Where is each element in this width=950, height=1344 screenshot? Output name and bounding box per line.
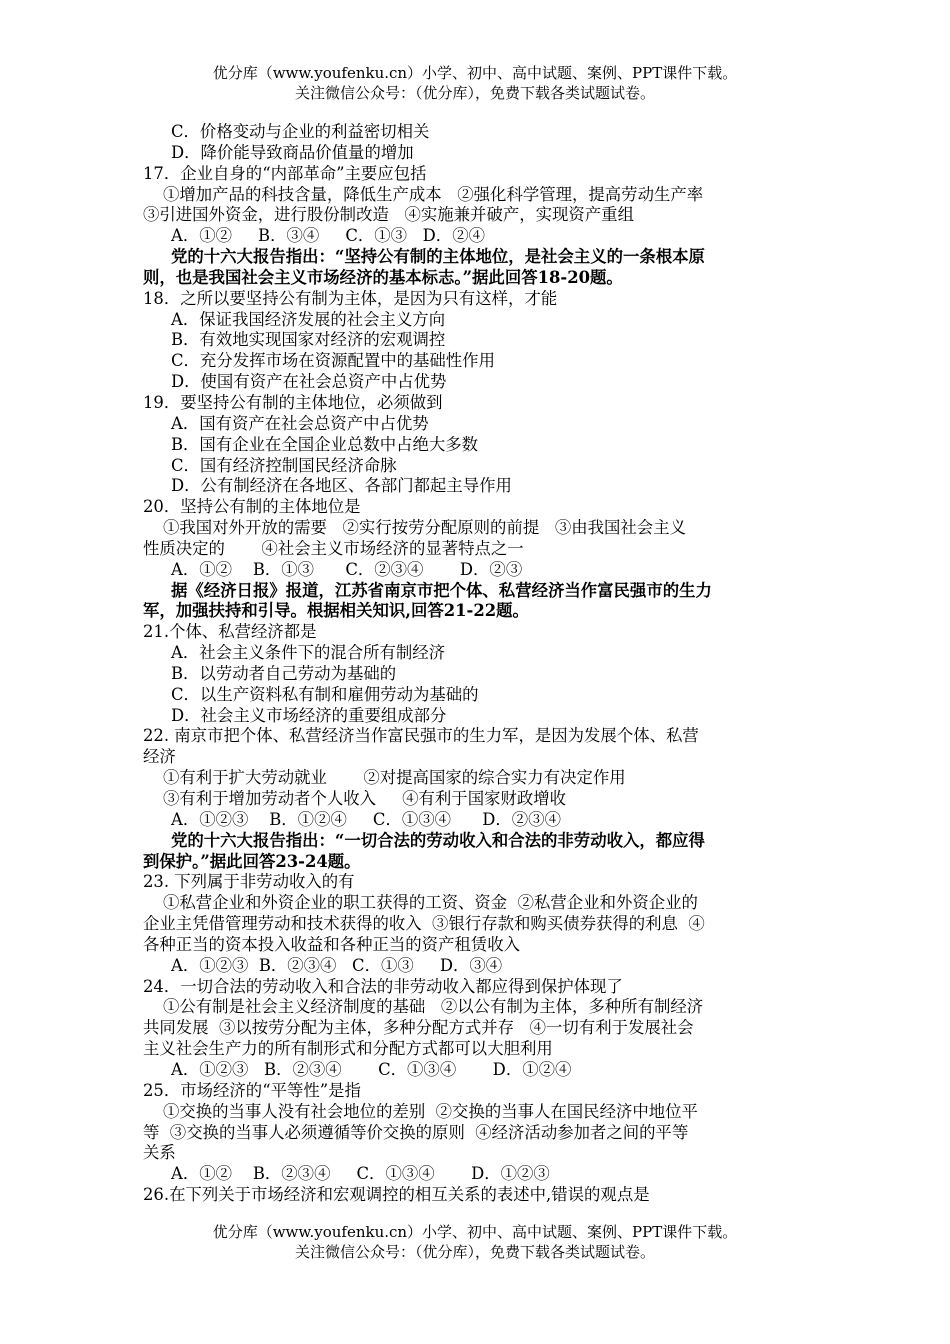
- question-24: 24．一切合法的劳动收入和合法的非劳动收入都应得到保护体现了: [143, 976, 623, 996]
- page-header: [0, 63, 950, 103]
- question-21: 21.个体、私营经济都是: [143, 622, 317, 642]
- passage-21-22-line-2: 军，加强扶持和引导。根据相关知识,回答21-22题。: [143, 601, 529, 621]
- question-17-item-line-1: ①增加产品的科技含量，降低生产成本 ②强化科学管理，提高劳动生产率: [163, 184, 704, 204]
- question-19-option-b: B．国有企业在全国企业总数中占绝大多数: [171, 434, 479, 454]
- question-18: 18．之所以要坚持公有制为主体，是因为只有这样，才能: [143, 288, 558, 308]
- passage-21-22-line-1: 据《经济日报》报道，江苏省南京市把个体、私营经济当作富民强市的生力: [171, 580, 712, 600]
- question-22-choices: A．①②③ B．①②④ C．①③④ D．②③④: [171, 809, 561, 829]
- exam-content: [143, 122, 823, 1206]
- option-17-prev-d: D．降价能导致商品价值量的增加: [171, 142, 414, 162]
- question-20-item-line-2: 性质决定的 ④社会主义市场经济的显著特点之一: [143, 538, 524, 558]
- passage-23-24-line-1: 党的十六大报告指出：“一切合法的劳动收入和合法的非劳动收入，都应得: [171, 830, 705, 850]
- question-19-option-c: C．国有经济控制国民经济命脉: [171, 455, 397, 475]
- question-18-option-b: B．有效地实现国家对经济的宏观调控: [171, 330, 446, 350]
- passage-18-20-line-2: 则，也是我国社会主义市场经济的基本标志。”据此回答18-20题。: [143, 267, 623, 287]
- question-22-line-1: 22. 南京市把个体、私营经济当作富民强市的生力军，是因为发展个体、私营: [143, 726, 699, 746]
- question-24-item-line-2: 共同发展 ③以按劳分配为主体，多种分配方式并存 ④一切有利于发展社会: [143, 1018, 694, 1038]
- question-24-item-line-3: 主义社会生产力的所有制形式和分配方式都可以大胆利用: [143, 1039, 553, 1059]
- question-20: 20．坚持公有制的主体地位是: [143, 497, 361, 517]
- question-25-choices: A．①② B．②③④ C．①③④ D．①②③: [171, 1164, 550, 1184]
- question-22-item-line-1: ①有利于扩大劳动就业 ②对提高国家的综合实力有决定作用: [163, 768, 626, 788]
- question-21-option-a: A．社会主义条件下的混合所有制经济: [171, 643, 446, 663]
- question-18-option-a: A．保证我国经济发展的社会主义方向: [171, 309, 446, 329]
- footer-line-1: 优分库（www.youfenku.cn）小学、初中、高中试题、案例、PPT课件下载。: [212, 1223, 738, 1241]
- question-25-item-line-3: 关系: [143, 1143, 176, 1163]
- question-21-option-b: B．以劳动者自己劳动为基础的: [171, 663, 397, 683]
- question-20-choices: A．①② B．①③ C．②③④ D．②③: [171, 559, 523, 579]
- question-19-option-d: D．公有制经济在各地区、各部门都起主导作用: [171, 476, 512, 496]
- question-17-item-line-2: ③引进国外资金，进行股份制改造 ④实施兼并破产，实现资产重组: [143, 205, 634, 225]
- question-25-item-line-2: 等 ③交换的当事人必须遵循等价交换的原则 ④经济活动参加者之间的平等: [143, 1122, 689, 1142]
- question-19-option-a: A．国有资产在社会总资产中占优势: [171, 413, 429, 433]
- header-line-2: 关注微信公众号：（优分库），免费下载各类试题试卷。: [294, 84, 655, 102]
- option-17-prev-c: C．价格变动与企业的利益密切相关: [171, 122, 430, 141]
- question-18-option-c: C．充分发挥市场在资源配置中的基础性作用: [171, 351, 495, 371]
- question-19: 19．要坚持公有制的主体地位，必须做到: [143, 392, 443, 412]
- question-26: 26.在下列关于市场经济和宏观调控的相互关系的表述中,错误的观点是: [143, 1185, 650, 1205]
- passage-23-24-line-2: 到保护。”据此回答23-24题。: [143, 851, 361, 871]
- passage-18-20-line-1: 党的十六大报告指出：“坚持公有制的主体地位，是社会主义的一条根本原: [171, 247, 705, 267]
- question-24-choices: A．①②③ B．②③④ C．①③④ D．①②④: [171, 1059, 572, 1079]
- question-17: 17．企业自身的“内部革命”主要应包括: [143, 163, 427, 183]
- question-23-item-line-3: 各种正当的资本投入收益和各种正当的资产租赁收入: [143, 934, 520, 954]
- question-23-item-line-1: ①私营企业和外资企业的职工获得的工资、资金 ②私营企业和外资企业的: [163, 893, 698, 913]
- question-25: 25．市场经济的“平等性”是指: [143, 1080, 361, 1100]
- footer-line-2: 关注微信公众号：（优分库），免费下载各类试题试卷。: [294, 1243, 655, 1261]
- question-23: 23. 下列属于非劳动收入的有: [143, 872, 355, 892]
- question-21-option-d: D．社会主义市场经济的重要组成部分: [171, 705, 447, 725]
- question-18-option-d: D．使国有资产在社会总资产中占优势: [171, 372, 447, 392]
- question-21-option-c: C．以生产资料私有制和雇佣劳动为基础的: [171, 684, 479, 704]
- question-23-choices: A．①②③ B．②③④ C．①③ D．③④: [171, 955, 503, 975]
- question-23-item-line-2: 企业主凭借管理劳动和技术获得的收入 ③银行存款和购买债券获得的利息 ④: [143, 914, 705, 934]
- question-24-item-line-1: ①公有制是社会主义经济制度的基础 ②以公有制为主体，多种所有制经济: [163, 997, 704, 1017]
- question-22-item-line-2: ③有利于增加劳动者个人收入 ④有利于国家财政增收: [163, 789, 567, 808]
- question-25-item-line-1: ①交换的当事人没有社会地位的差别 ②交换的当事人在国民经济中地位平: [163, 1101, 698, 1121]
- question-20-item-line-1: ①我国对外开放的需要 ②实行按劳分配原则的前提 ③由我国社会主义: [163, 518, 686, 538]
- question-22-line-2: 经济: [143, 747, 176, 767]
- question-17-choices: A．①② B．③④ C．①③ D．②④: [171, 226, 485, 246]
- page-footer: [0, 1222, 950, 1262]
- header-line-1: 优分库（www.youfenku.cn）小学、初中、高中试题、案例、PPT课件下载。: [212, 64, 738, 82]
